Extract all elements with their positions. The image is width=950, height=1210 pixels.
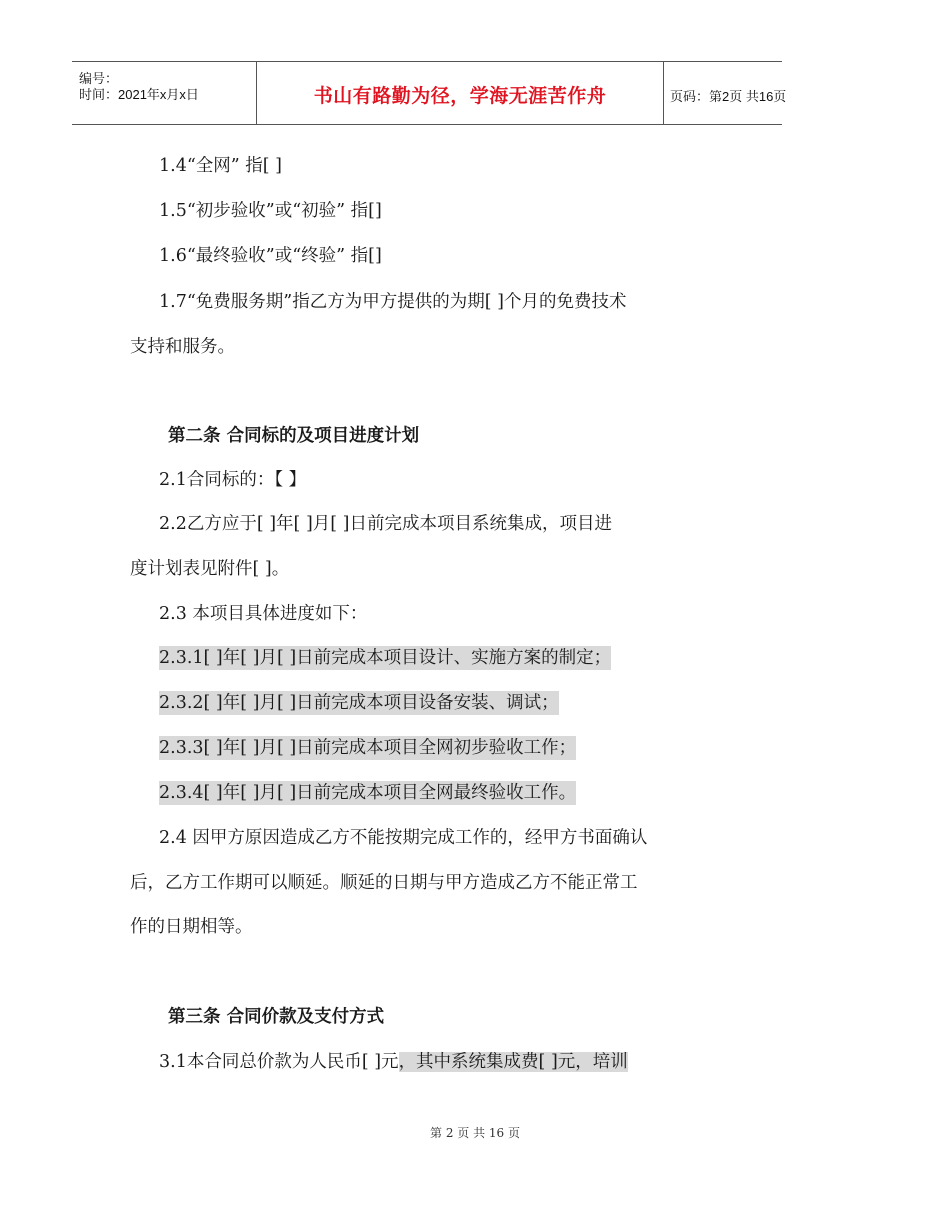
section-3-heading: 第三条 合同价款及支付方式: [168, 1007, 385, 1027]
clause-2-3-2: 2.3.2[ ]年[ ]月[ ]日前完成本项目设备安装、调试；: [159, 693, 559, 713]
clause-2-3-4: 2.3.4[ ]年[ ]月[ ]日前完成本项目全网最终验收工作。: [159, 783, 577, 803]
clause-1-6: 1.6“最终验收”或“终验” 指[]: [159, 246, 382, 266]
clause-3-1-highlighted-text: ，其中系统集成费[ ]元，培训: [398, 1052, 628, 1072]
clause-2-2-line-2: 度计划表见附件[ ]。: [130, 559, 290, 579]
header-page-cell: [663, 62, 787, 124]
clause-2-2-line-1: 2.2乙方应于[ ]年[ ]月[ ]日前完成本项目系统集成，项目进: [159, 514, 612, 534]
page-header: [72, 61, 787, 125]
clause-2-4-line-2: 后，乙方工作期可以顺延。顺延的日期与甲方造成乙方不能正常工: [130, 873, 638, 893]
clause-1-7-line-1: 1.7“免费服务期”指乙方为甲方提供的为期[ ]个月的免费技术: [159, 292, 627, 312]
page-footer: 第 2 页 共 16 页: [430, 1126, 520, 1140]
clause-3-1-text: 3.1本合同总价款为人民币[ ]元: [159, 1052, 399, 1072]
clause-2-3-1: 2.3.1[ ]年[ ]月[ ]日前完成本项目设计、实施方案的制定；: [159, 648, 612, 668]
header-motto: 书山有路勤为径，学海无涯苦作舟: [313, 85, 607, 107]
document-time-label: 时间：2021年x月x日: [79, 87, 199, 102]
clause-1-4: 1.4“全网” 指[ ]: [159, 156, 283, 176]
clause-2-1: 2.1合同标的：【 】: [159, 470, 307, 490]
clause-3-1: [159, 1050, 628, 1074]
section-2-heading: 第二条 合同标的及项目进度计划: [168, 426, 420, 446]
document-number-label: 编号：: [79, 71, 119, 86]
clause-2-3: 2.3 本项目具体进度如下：: [159, 604, 368, 624]
clause-1-5: 1.5“初步验收”或“初验” 指[]: [159, 201, 382, 221]
clause-1-7-line-2: 支持和服务。: [130, 337, 235, 357]
header-meta-cell: [72, 62, 256, 124]
clause-2-3-3: 2.3.3[ ]年[ ]月[ ]日前完成本项目全网初步验收工作；: [159, 738, 577, 758]
header-page-info: 页码：第2页 共16页: [670, 89, 787, 104]
clause-2-4-line-1: 2.4 因甲方原因造成乙方不能按期完成工作的，经甲方书面确认: [159, 828, 648, 848]
header-motto-cell: [256, 62, 664, 124]
clause-2-4-line-3: 作的日期相等。: [130, 917, 253, 937]
